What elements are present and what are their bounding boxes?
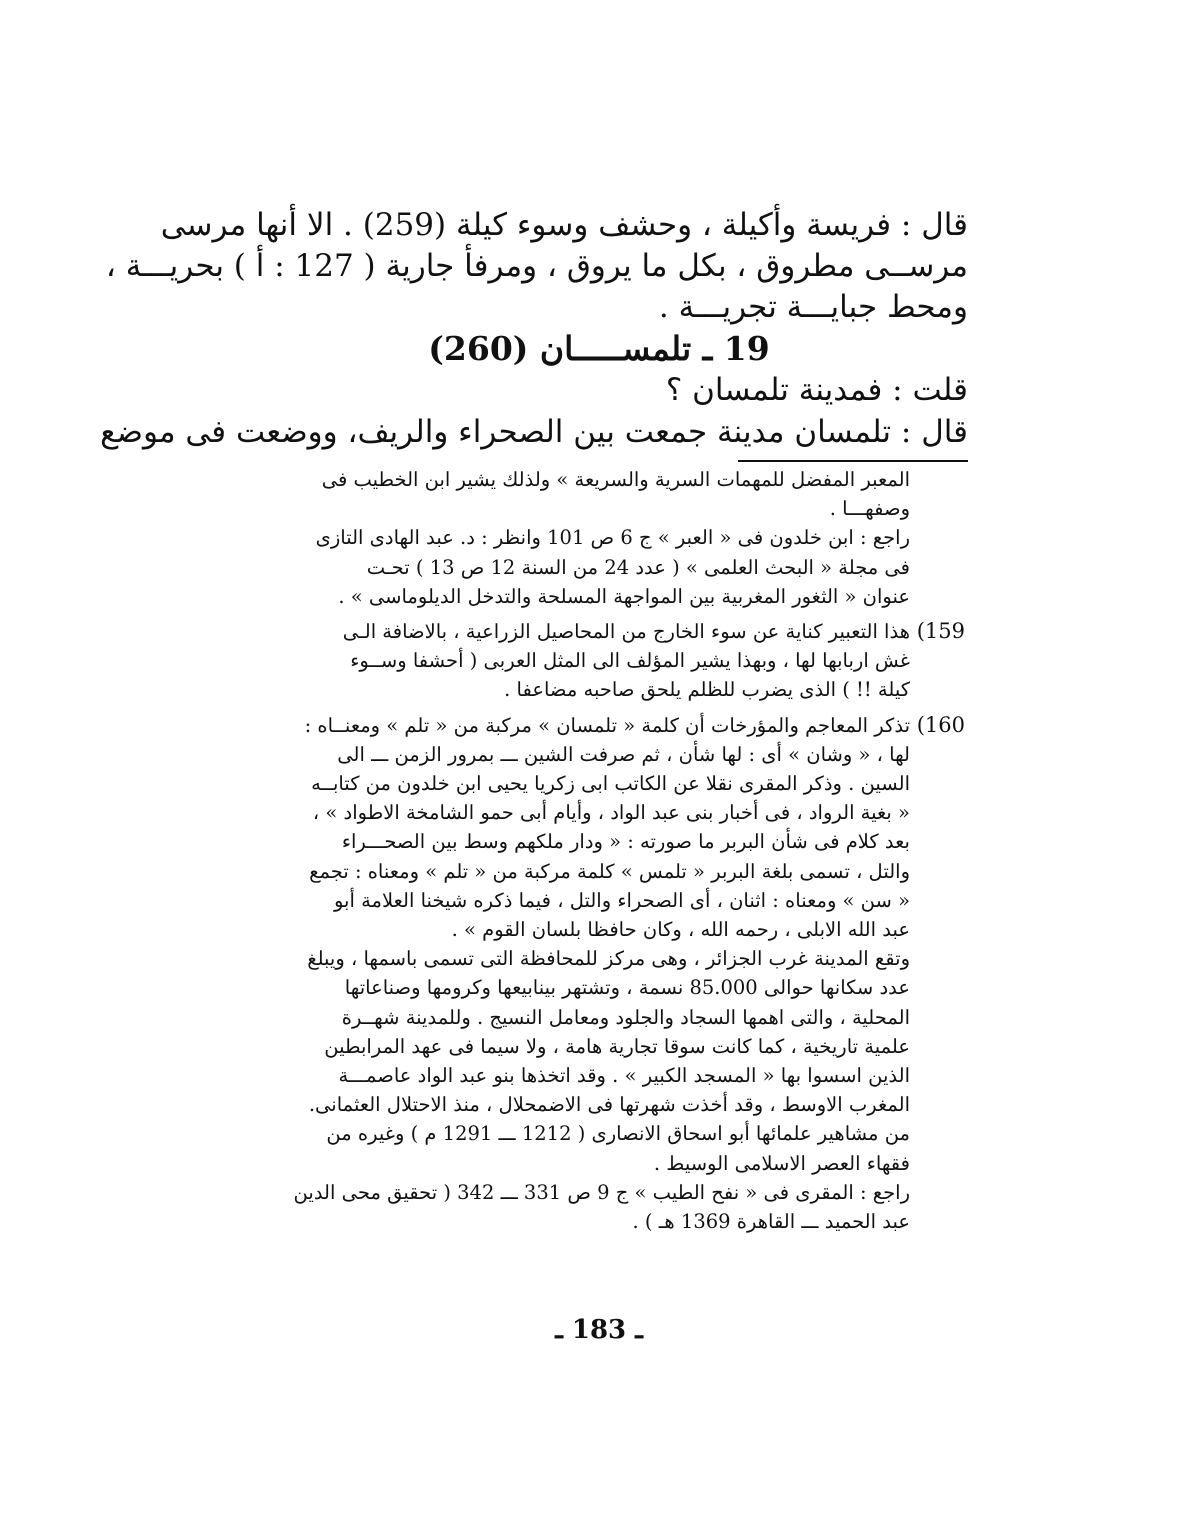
footnote-line: السين . وذكر المقرى نقلا عن الكاتب ابى زكريا يحيى ابن خلدون من كتابــه — [311, 772, 910, 796]
footnote-line: لها ، « وشان » أى : لها شأن ، ثم صرفت الشين ـــ بمرور الزمن ـــ الى — [337, 742, 910, 766]
footnote-line: عدد سكانها حوالى 85.000 نسمة ، وتشتهر بينابيعها وكرومها وصناعاتها — [344, 976, 910, 1000]
footnote-line: كيلة !! ) الذى يضرب للظلم يلحق صاحبه مضاعفا . — [504, 678, 910, 702]
footnote-line: وتقع المدينة غرب الجزائر ، وهى مركز للمحافظة التى تسمى باسمها ، ويبلغ — [307, 947, 910, 971]
footnotes — [210, 465, 965, 1236]
footnote-line: الذين اسسوا بها « المسجد الكبير » . وقد اتخذها بنو عبد الواد عاصمـــة — [338, 1064, 910, 1088]
footnote-160 — [210, 711, 965, 1237]
footnote-line: علمية تاريخية ، كما كانت سوقا تجارية هامة ، ولا سيما فى عهد المرابطين — [324, 1034, 910, 1058]
footnote-line: هذا التعبير كناية عن سوء الخارج من المحاصيل الزراعية ، بالاضافة الـى — [342, 620, 910, 644]
main-text-line-2: مرســى مطروق ، بكل ما يروق ، ومرفأ جارية ( 127 : أ ) بحريـــة ، — [105, 248, 968, 284]
answer-line: قال : تلمسان مدينة جمعت بين الصحراء والريف، ووضعت فى موضع — [100, 414, 968, 450]
footnote-line: عنوان « الثغور المغربية بين المواجهة المسلحة والتدخل الديلوماسى » . — [338, 584, 910, 608]
footnote-line: « بغية الرواد ، فى أخبار بنى عبد الواد ، وأيام أبى حمو الشامخة الاطواد » ، — [312, 801, 910, 825]
footnote-line: بعد كلام فى شأن البربر ما صورته : « ودار ملكهم وسط بين الصحـــراء — [341, 830, 910, 854]
main-text-line-3: ومحط جبايـــة تجريـــة . — [658, 289, 968, 325]
footnote-line: عبد الله الابلى ، رحمه الله ، وكان حافظا بلسان القوم » . — [451, 918, 910, 942]
footnote-line: المعبر المفضل للمهمات السرية والسريعة » ولذلك يشير ابن الخطيب فى — [321, 468, 910, 491]
page-number: ـ 183 ـ — [555, 1315, 643, 1345]
footnote-divider — [738, 460, 968, 462]
footnote-number: 159) — [916, 619, 965, 644]
footnote-line: والتل ، تسمى بلغة البربر « تلمس » كلمة مركبة من « تلم » ومعناه : تجمع — [309, 859, 910, 883]
footnote-line: المحلية ، والتى اهمها السجاد والجلود ومعامل النسيج . وللمدينة شهــرة — [341, 1005, 910, 1029]
footnote-line: غش اربابها لها ، وبهذا يشير المؤلف الى المثل العربى ( أحشفا وســوء — [350, 649, 910, 673]
footnote-line: فى مجلة « البحث العلمى » ( عدد 24 من السنة 12 ص 13 ) تحـت — [366, 555, 910, 579]
question-line: قلت : فمدينة تلمسان ؟ — [665, 372, 968, 408]
footnote-line: عبد الحميد ـــ القاهرة 1369 هـ ) . — [632, 1210, 910, 1234]
main-text-line-1: قال : فريسة وأكيلة ، وحشف وسوء كيلة (259) . الا أنها مرسى — [160, 207, 968, 243]
footnote-continuation — [210, 465, 965, 611]
footnote-line: راجع : المقرى فى « نفح الطيب » ج 9 ص 331 ـــ 342 ( تحقيق محى الدين — [293, 1180, 910, 1204]
footnote-line: « سن » ومعناه : اثنان ، أى الصحراء والتل ، فيما ذكره شيخنا العلامة أبو — [333, 888, 910, 912]
footnote-159 — [210, 617, 965, 705]
footnote-line: تذكر المعاجم والمؤرخات أن كلمة « تلمسان » مركبة من « تلم » ومعنــاه : — [304, 713, 910, 737]
footnote-line: راجع : ابن خلدون فى « العبر » ج 6 ص 101 وانظر : د. عبد الهادى التازى — [315, 526, 910, 550]
footnote-line: وصفهـــا . — [829, 497, 910, 521]
footnote-line: من مشاهير علمائها أبو اسحاق الانصارى ( 1212 ـــ 1291 م ) وغيره من — [326, 1122, 910, 1146]
section-heading: 19 ـ تلمســـــان (260) — [428, 329, 770, 368]
footnote-number: 160) — [916, 712, 965, 737]
footnote-line: المغرب الاوسط ، وقد أخذت شهرتها فى الاضمحلال ، منذ الاحتلال العثمانى. — [308, 1093, 910, 1117]
footnote-line: فقهاء العصر الاسلامى الوسيط . — [653, 1151, 910, 1175]
